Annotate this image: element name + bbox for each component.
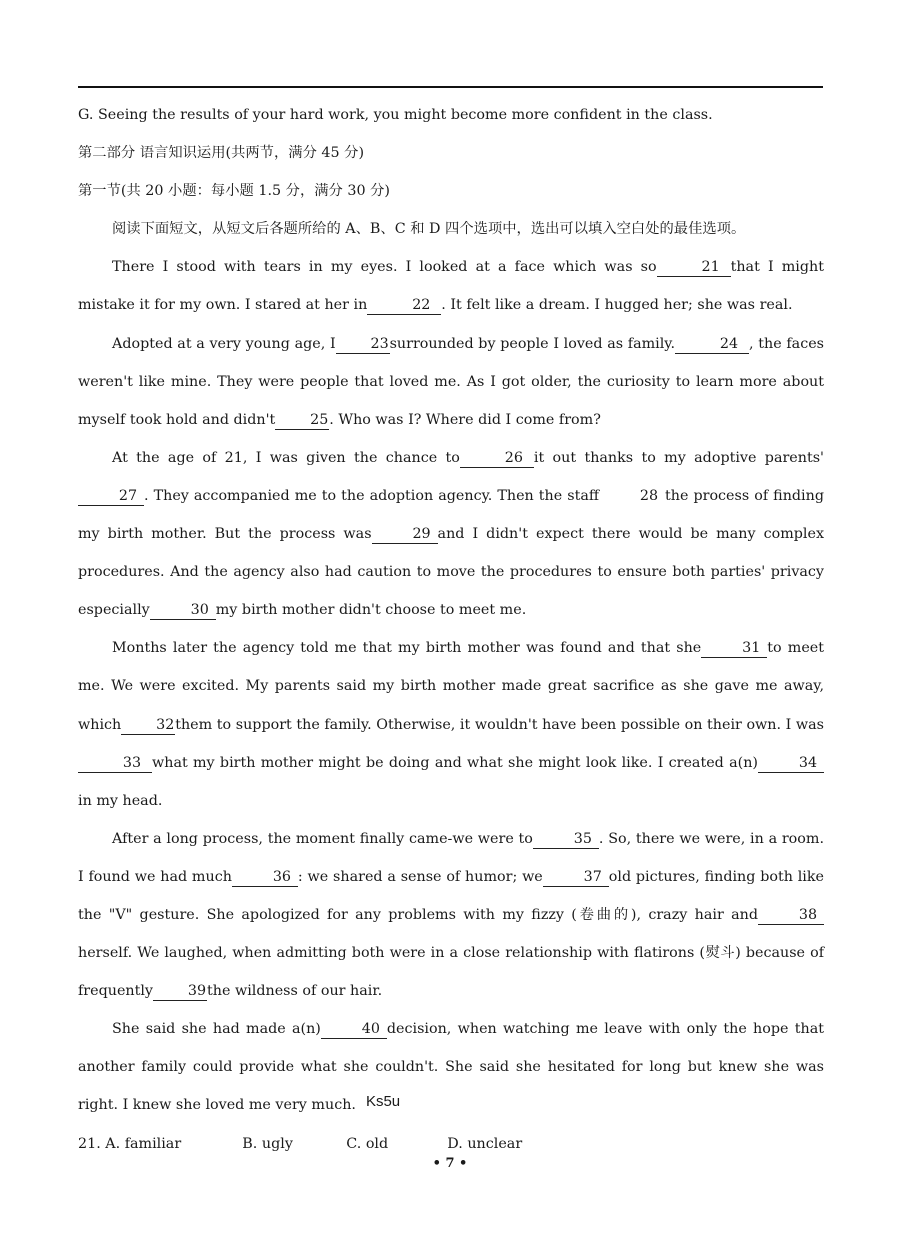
option-a: A. familiar [105, 1135, 182, 1152]
header-rule [78, 86, 823, 88]
blank-23: 23 [336, 335, 390, 354]
blank-38: 38 [758, 906, 824, 925]
blank-35: 35 [533, 830, 599, 849]
blank-33: 33 [78, 754, 152, 773]
source-watermark: Ks5u [365, 1093, 401, 1111]
blank-28: 28 [639, 487, 659, 504]
passage-paragraph-6: She said she had made a(n) 40 decision, when watching me leave with only the hope that another family could provide what she couldn't. She said she hesitated for long but knew she was right. I knew she loved me very much. Ks5u [78, 1021, 824, 1114]
instructions: 阅读下面短文，从短文后各题所给的 A、B、C 和 D 四个选项中，选出可以填入空白处的最佳选项。 [112, 221, 746, 238]
exam-page [78, 96, 824, 1163]
question-21-number: 21. [78, 1135, 101, 1152]
blank-21: 21 [657, 258, 731, 277]
section-one-heading: 第一节(共 20 小题：每小题 1.5 分，满分 30 分) [78, 183, 390, 200]
part-two-heading: 第二部分 语言知识运用(共两节，满分 45 分) [78, 145, 365, 162]
blank-31: 31 [701, 639, 767, 658]
passage-paragraph-5: After a long process, the moment finally came-we were to 35 . So, there we were, in a room. I found we had much 36 : we shared a sense of humor; we 37 old pictures, finding both like the "V" gesture. She apologized for any problems with my fizzy (卷曲的), crazy hair and 38herself. We laughed, when admitting both were in a close relationship with flatirons (熨斗) because of frequently 39the wildness of our hair. [78, 830, 825, 1000]
blank-34: 34 [758, 754, 824, 773]
blank-40: 40 [321, 1020, 387, 1039]
blank-26: 26 [460, 449, 534, 468]
blank-25: 25 [275, 411, 329, 430]
option-g-line: G. Seeing the results of your hard work, you might become more confident in the class. [78, 107, 713, 123]
passage-paragraph-3: At the age of 21, I was given the chance to 26 it out thanks to my adoptive parents'27 . They accompanied me to the adoption agency. Then the staff 28 the process of finding my birth mother. But the process was 29 and I didn't expect there would be many complex procedures. And the agency also had caution to move the procedures to ensure both parties' privacy especially 30 my birth mother didn't choose to meet me. [78, 449, 825, 619]
blank-30: 30 [150, 601, 216, 620]
blank-37: 37 [543, 868, 609, 887]
blank-29: 29 [372, 525, 438, 544]
blank-24: 24 [675, 335, 749, 354]
blank-27: 27 [78, 487, 144, 506]
blank-22: 22 [367, 296, 441, 315]
option-c: C. old [346, 1135, 389, 1152]
option-b: B. ugly [242, 1135, 293, 1152]
blank-32: 32 [121, 716, 175, 735]
option-d: D. unclear [447, 1135, 523, 1152]
passage-paragraph-2: Adopted at a very young age, I 23surrounded by people I loved as family. 24 , the faces weren't like mine. They were people that loved me. As I got older, the curiosity to learn more about myself took hold and didn't 25. Who was I? Where did I come from? [78, 335, 825, 428]
blank-36: 36 [232, 868, 298, 887]
blank-39: 39 [153, 982, 207, 1001]
passage-paragraph-4: Months later the agency told me that my birth mother was found and that she 31 to meet me. We were excited. My parents said my birth mother made great sacrifice as she gave me away, which 32them to support the family. Otherwise, it wouldn't have been possible on their own. I was33 what my birth mother might be doing and what she might look like. I created a(n) 34in my head. [78, 640, 825, 809]
passage-paragraph-1: There I stood with tears in my eyes. I looked at a face which was so 21 that I might mistake it for my own. I stared at her in 22 . It felt like a dream. I hugged her; she was real. [78, 259, 824, 314]
page-number: • 7 • [432, 1156, 468, 1171]
